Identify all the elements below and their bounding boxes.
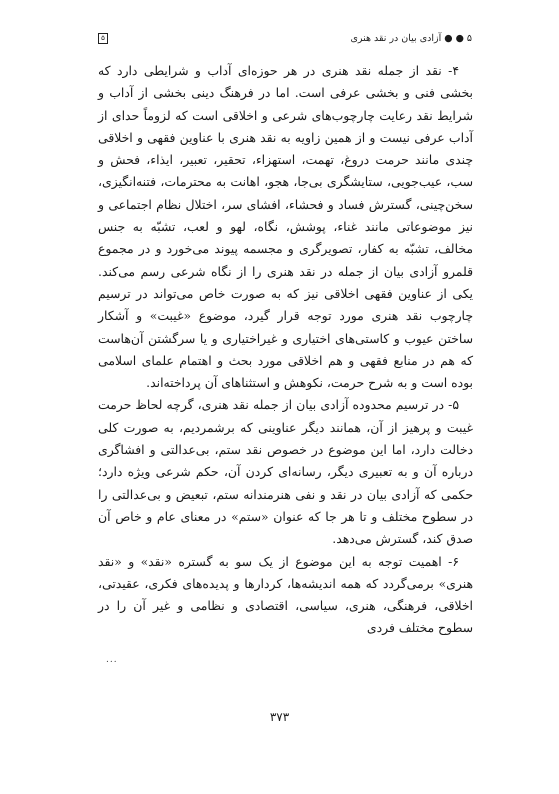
running-header xyxy=(98,30,472,48)
body-text xyxy=(98,60,473,640)
running-title: ۵ ● ● آزادی بیان در نقد هنری xyxy=(350,33,472,44)
section-mark: ۵ xyxy=(98,33,108,44)
paragraph-4: ۴- نقد از جمله نقد هنری در هر حوزه‌ای آداب و شرایطی دارد که بخشی فنی و بخشی عرفی است. اما در فرهنگ دینی بخشی از آداب و شرایط نقد رعایت چارچوب‌های شرعی و اخلاقی است که لزوماً حدای از آداب عرفی نیست و از همین زاویه به نقد هنری با عناوین فقهی و اخلاقی چندی مانند حرمت دروغ، تهمت، استهزاء، تحقیر، تعبیر، ایذاء، فحش و سب، عیب‌جویی، ستایشگری بی‌جا، هجو، اهانت به محترمات، فتنه‌انگیزی، سخن‌چینی، گسترش فساد و فحشاء، افشای سر، اختلال نظام اجتماعی و نیز موضوعاتی مانند غناء، پوشش، نگاه، لهو و لعب، تشبّه به جنس مخالف، تشبّه به کفار، تصویرگری و مجسمه پیوند می‌خورد و در مجموع قلمرو آزادی بیان از جمله در نقد هنری را از نگاه شرعی رسم می‌کند. یکی از عناوین فقهی اخلاقی نیز که به صورت خاص می‌تواند در ترسیم چارچوب نقد هنری مورد توجه قرار گیرد، موضوع «غیبت» و آشکار ساختن عیوب و کاستی‌های اختیاری و غیراختیاری و یا سرگشتن آن‌هاست که هم در منابع فقهی و هم اخلاقی مورد بحث و اهتمام علمای اسلامی بوده است و به شرح حرمت، نکوهش و استثناهای آن پرداخته‌اند. xyxy=(98,63,473,391)
paragraph-6: ۶- اهمیت توجه به این موضوع از یک سو به گستره «نقد» و «نقد هنری» برمی‌گردد که همه اندیشه‌ها، کردارها و پدیده‌های فکری، عقیدتی، اخلاقی، فرهنگی، هنری، سیاسی، اقتصادی و نظامی و غیر آن را در سطوح مختلف فردی xyxy=(98,553,473,636)
paragraph-5: ۵- در ترسیم محدوده آزادی بیان از جمله نقد هنری، گرچه لحاظ حرمت غیبت و پرهیز از آن، همانند دیگر عناوینی که برشمردیم، به صورت کلی دخالت دارد، اما این موضوع در خصوص نقد ستم، بی‌عدالتی و افشاگری درباره آن و به تعبیری دیگر، رسانه‌ای کردن آن، حکم شرعی ویژه دارد؛ حکمی که آزادی بیان در نقد و نفی هنرمندانه ستم، تبعیض و بی‌عدالتی را در سطوح مختلف و تا هر جا که عنوان «ستم» در معنای عام و خاص آن صدق کند، گسترش می‌دهد. xyxy=(98,397,473,547)
margin-note: ... xyxy=(106,655,118,665)
page-number: ۳۷۳ xyxy=(269,710,290,724)
